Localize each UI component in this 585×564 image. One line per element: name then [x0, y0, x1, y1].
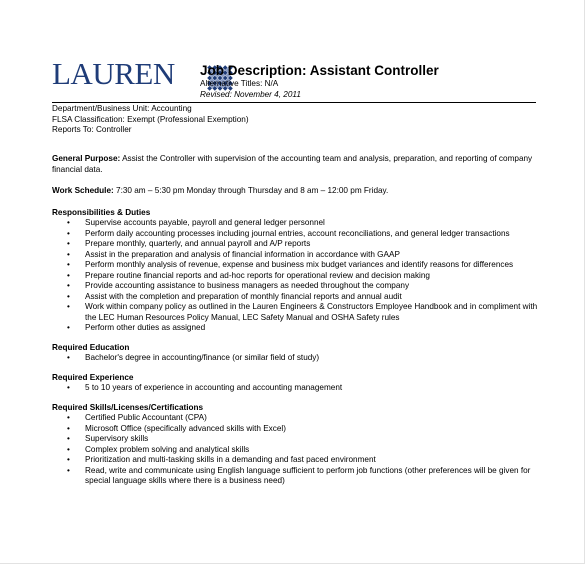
list-item-text: Perform daily accounting processes including journal entries, account reconciliations, and general ledger transactions — [85, 228, 510, 238]
list-item — [52, 466, 538, 487]
list-item-text: Supervisory skills — [85, 434, 149, 443]
logo-wordmark: LAUREN — [52, 56, 175, 91]
list-item — [52, 229, 538, 240]
list-item-text: Assist in the preparation and analysis of financial information in accordance with GAAP — [85, 249, 400, 259]
business-unit: Department/Business Unit: Accounting — [52, 104, 192, 113]
work-schedule-label: Work Schedule: — [52, 186, 114, 195]
bullet-icon: • — [67, 291, 70, 301]
list-item-text: 5 to 10 years of experience in accounting and accounting management — [85, 383, 343, 392]
list-item — [52, 250, 538, 261]
list-item-text: Perform monthly analysis of revenue, expense and business mix budget variances and identify reasons for differences — [85, 260, 514, 269]
education-heading: Required Education — [52, 342, 130, 352]
bullet-icon: • — [67, 218, 70, 227]
list-item — [52, 271, 538, 282]
list-item-text: Perform other duties as assigned — [85, 323, 206, 332]
responsibilities-list — [52, 218, 538, 334]
bullet-icon: • — [67, 270, 70, 280]
list-item — [52, 455, 538, 466]
experience-list — [52, 383, 538, 394]
list-item — [52, 434, 538, 445]
document-header — [200, 63, 439, 100]
skills-heading: Required Skills/Licenses/Certifications — [52, 402, 204, 412]
general-purpose-text: Assist the Controller with supervision of the accounting team and analysis, preparation, and reporting of company financial data. — [52, 154, 533, 174]
page-title: Job Description: Assistant Controller — [200, 63, 439, 78]
bullet-icon: • — [67, 353, 70, 362]
experience-heading: Required Experience — [52, 372, 134, 382]
document-body — [52, 154, 538, 487]
education-list — [52, 353, 538, 364]
reports-to: Reports To: Controller — [52, 125, 132, 134]
bullet-icon: • — [67, 455, 70, 464]
header-divider — [52, 102, 536, 103]
list-item — [52, 424, 538, 435]
bullet-icon: • — [67, 249, 70, 259]
bullet-icon: • — [67, 228, 70, 238]
bullet-icon: • — [67, 239, 70, 248]
list-item — [52, 239, 538, 250]
list-item — [52, 292, 538, 303]
list-item-text: Supervise accounts payable, payroll and general ledger personnel — [85, 218, 325, 227]
list-item — [52, 383, 538, 394]
bullet-icon: • — [67, 323, 70, 332]
revised-date: Revised: November 4, 2011 — [200, 89, 301, 99]
department-info — [52, 104, 249, 136]
bullet-icon: • — [67, 281, 70, 290]
list-item — [52, 353, 538, 364]
bullet-icon: • — [67, 434, 70, 443]
list-item-text: Complex problem solving and analytical skills — [85, 444, 250, 454]
bullet-icon: • — [67, 260, 70, 269]
bullet-icon: • — [67, 383, 70, 392]
work-schedule-text: 7:30 am – 5:30 pm Monday through Thursday and 8 am – 12:00 pm Friday. — [113, 186, 389, 195]
bullet-icon: • — [67, 444, 70, 454]
alternative-titles: Alternative Titles: N/A — [200, 79, 279, 88]
bullet-icon: • — [67, 413, 70, 422]
list-item — [52, 281, 538, 292]
list-item — [52, 302, 538, 323]
general-purpose — [52, 154, 538, 175]
list-item — [52, 323, 538, 334]
list-item-text: Prepare monthly, quarterly, and annual payroll and A/P reports — [85, 239, 311, 248]
list-item — [52, 218, 538, 229]
general-purpose-label: General Purpose: — [52, 154, 121, 163]
flsa-classification: FLSA Classification: Exempt (Professional Exemption) — [52, 114, 249, 124]
bullet-icon: • — [67, 423, 70, 433]
list-item-text: Bachelor's degree in accounting/finance (or similar field of study) — [85, 353, 320, 362]
list-item-text: Read, write and communicate using English language sufficient to perform job functions (other preferences will be given for special language skills where there is a business need) — [85, 465, 531, 485]
work-schedule — [52, 186, 538, 197]
list-item — [52, 413, 538, 424]
responsibilities-heading: Responsibilities & Duties — [52, 207, 151, 217]
skills-list — [52, 413, 538, 487]
list-item-text: Prepare routine financial reports and ad-hoc reports for operational review and decision making — [85, 270, 430, 280]
list-item — [52, 260, 538, 271]
list-item-text: Provide accounting assistance to business managers as needed throughout the company — [85, 281, 410, 290]
list-item-text: Certified Public Accountant (CPA) — [85, 413, 207, 422]
bullet-icon: • — [67, 302, 70, 311]
list-item-text: Microsoft Office (specifically advanced skills with Excel) — [85, 423, 286, 433]
list-item-text: Prioritization and multi-tasking skills in a demanding and fast paced environment — [85, 455, 376, 464]
list-item — [52, 445, 538, 456]
bullet-icon: • — [67, 465, 70, 475]
list-item-text: Assist with the completion and preparation of monthly financial reports and annual audit — [85, 291, 402, 301]
list-item-text: Work within company policy as outlined in the Lauren Engineers & Constructors Employee Handbook and in compliment with the LEC Human Resources Policy Manual, LEC Safety Manual and OSHA Safety rules — [85, 302, 538, 322]
